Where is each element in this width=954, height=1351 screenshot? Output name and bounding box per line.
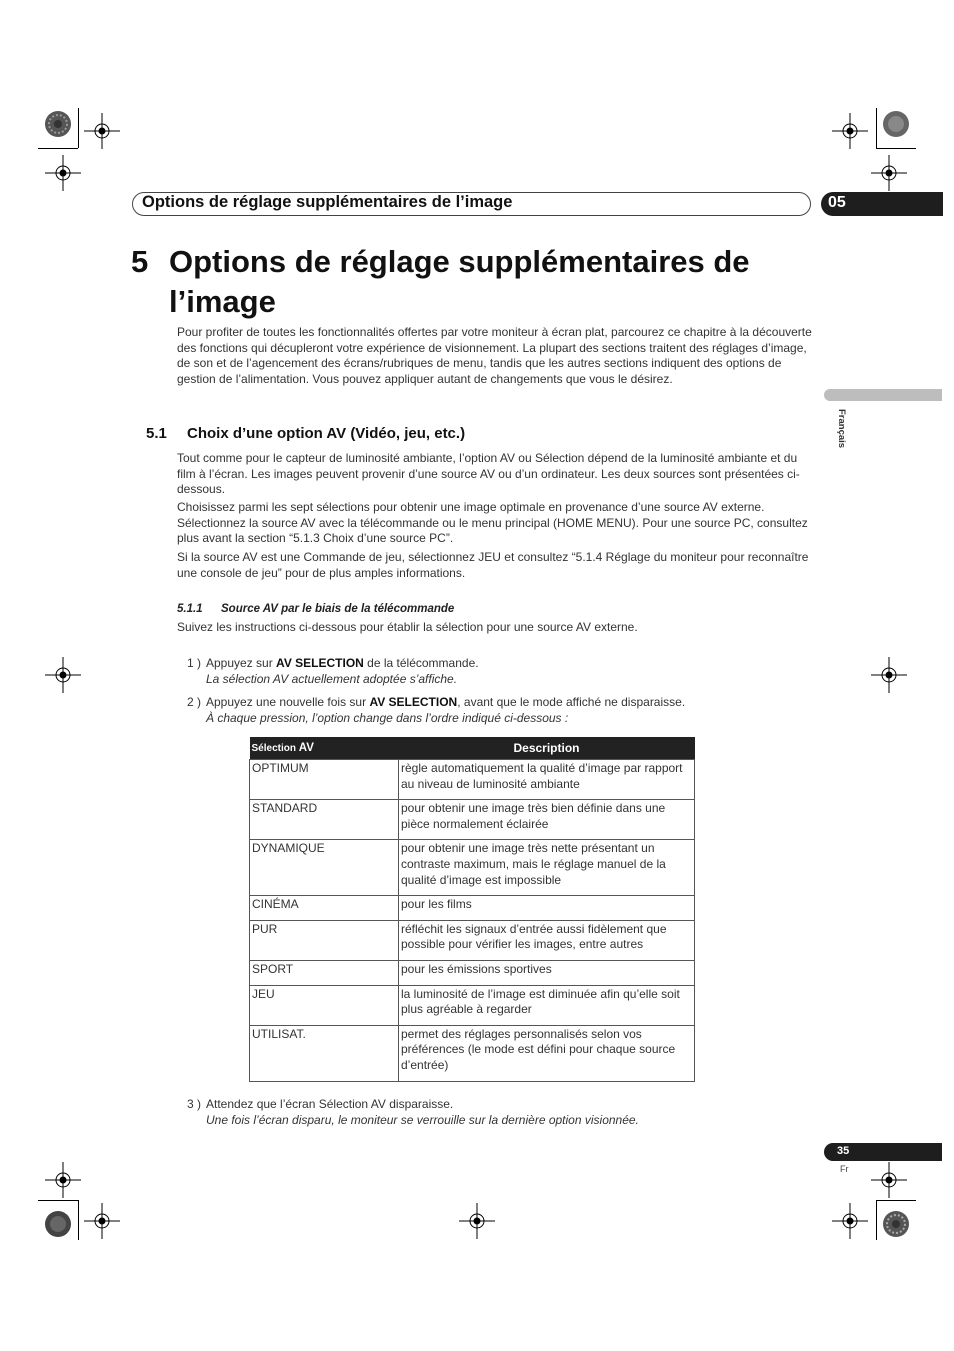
table-cell-description: réfléchit les signaux d’entrée aussi fidèlement que possible pour vérifier les images, entre autres [399, 920, 695, 960]
crop-line [78, 1200, 79, 1240]
table-row [250, 840, 695, 896]
table-cell-mode: JEU [250, 985, 399, 1025]
registration-target-mark [45, 155, 81, 191]
subsection-heading [177, 603, 454, 615]
chapter-tab-number: 05 [828, 194, 846, 211]
registration-target-mark [871, 657, 907, 693]
table-row [250, 920, 695, 960]
table-header-description: Description [399, 737, 695, 760]
step-item [187, 695, 807, 726]
chapter-title [131, 242, 750, 322]
chapter-number: 5 [131, 244, 149, 279]
table-cell-mode: UTILISAT. [250, 1025, 399, 1081]
color-registration-disc-icon [44, 1210, 72, 1238]
crop-line [876, 1200, 877, 1240]
step-result: À chaque pression, l’option change dans l’ordre indiqué ci-dessous : [206, 710, 569, 725]
table-cell-mode: STANDARD [250, 800, 399, 840]
language-tab [824, 389, 942, 401]
subsection-intro: Suivez les instructions ci-dessous pour établir la sélection pour une source AV externe. [177, 620, 638, 634]
table-cell-description: permet des réglages personnalisés selon vos préférences (le mode est défini pour chaque source d’entrée) [399, 1025, 695, 1081]
page-language-code: Fr [840, 1164, 849, 1174]
registration-target-mark [45, 657, 81, 693]
step-text-pre: Attendez que l’écran Sélection AV disparaisse. [206, 1097, 454, 1111]
page-number: 35 [837, 1145, 850, 1157]
step-number: 2 ) [187, 695, 202, 709]
section-number: 5.1 [146, 425, 167, 442]
registration-target-mark [459, 1203, 495, 1239]
table-cell-mode: SPORT [250, 960, 399, 985]
step-text-post: de la télécommande. [363, 656, 479, 670]
table-cell-description: pour les émissions sportives [399, 960, 695, 985]
step-number: 1 ) [187, 656, 202, 670]
table-cell-mode: DYNAMIQUE [250, 840, 399, 896]
table-cell-description: la luminosité de l’image est diminuée afin qu’elle soit plus agréable à regarder [399, 985, 695, 1025]
table-cell-description: pour les films [399, 896, 695, 921]
subsection-number: 5.1.1 [177, 603, 203, 615]
step-text-pre: Appuyez sur [206, 656, 277, 670]
step-item [187, 656, 807, 687]
table-row [250, 760, 695, 800]
subsection-title: Source AV par le biais de la télécommande [221, 603, 455, 615]
section-title: Choix d’une option AV (Vidéo, jeu, etc.) [187, 425, 466, 442]
crop-line [876, 148, 916, 149]
table-row [250, 960, 695, 985]
crop-line [38, 1200, 78, 1201]
color-registration-disc-icon [882, 1210, 910, 1238]
table-header-row [250, 737, 695, 760]
registration-target-mark [871, 155, 907, 191]
crop-line [38, 148, 78, 149]
av-selection-table [249, 737, 695, 1082]
table-cell-description: pour obtenir une image très bien définie dans une pièce normalement éclairée [399, 800, 695, 840]
crop-line [876, 1200, 916, 1201]
table-row [250, 800, 695, 840]
step-key-name: AV SELECTION [276, 656, 364, 670]
color-registration-disc-icon [882, 110, 910, 138]
step-text-pre: Appuyez une nouvelle fois sur [206, 695, 370, 709]
step-result: La sélection AV actuellement adoptée s’affiche. [206, 671, 458, 686]
crop-line [876, 108, 877, 148]
table-cell-mode: CINÉMA [250, 896, 399, 921]
color-registration-disc-icon [44, 110, 72, 138]
table-cell-description: pour obtenir une image très nette présentant un contraste maximum, mais le réglage manuel de la qualité d’image est impossible [399, 840, 695, 896]
registration-target-mark [871, 1162, 907, 1198]
table-cell-description: règle automatiquement la qualité d’image par rapport au niveau de luminosité ambiante [399, 760, 695, 800]
registration-target-mark [832, 113, 868, 149]
section-paragraph: Si la source AV est une Commande de jeu, sélectionnez JEU et consultez “5.1.4 Réglage du moniteur pour reconnaître une console de jeu” pour de plus amples informations. [177, 550, 809, 580]
table-cell-mode: PUR [250, 920, 399, 960]
registration-target-mark [84, 1203, 120, 1239]
language-tab-label: Français [836, 409, 847, 449]
chapter-title-line2: l’image [169, 284, 276, 319]
registration-target-mark [832, 1203, 868, 1239]
table-cell-mode: OPTIMUM [250, 760, 399, 800]
chapter-intro-paragraph: Pour profiter de toutes les fonctionnalités offertes par votre moniteur à écran plat, parcourez ce chapitre à la découverte des fonctions qui décupleront votre expérience de visionnement. La plupart des sections traitent des réglages d’image, de son et de l’agencement des écrans/rubriques de menu, tandis que les autres sections indiquent des options de gestion de l’alimentation. Vous pouvez appliquer autant de changements que vous le désirez. [177, 325, 812, 386]
chapter-title-line1: Options de réglage supplémentaires de [169, 244, 750, 279]
crop-line [78, 108, 79, 148]
table-row [250, 896, 695, 921]
section-paragraph: Tout comme pour le capteur de luminosité ambiante, l’option AV ou Sélection dépend de la luminosité ambiante et du film à l’écran. Les images peuvent provenir d’une source AV ou d’un ordinateur. Les deux sources sont présentées ci-dessous. [177, 451, 800, 497]
running-header-title: Options de réglage supplémentaires de l’image [142, 193, 513, 211]
step-text-post: , avant que le mode affiché ne disparaisse. [457, 695, 686, 709]
table-header-selection: Sélection AV [250, 737, 399, 760]
section-heading [146, 425, 465, 442]
step-number: 3 ) [187, 1097, 202, 1111]
step-key-name: AV SELECTION [369, 695, 458, 709]
step-result: Une fois l’écran disparu, le moniteur se verrouille sur la dernière option visionnée. [206, 1112, 639, 1127]
registration-target-mark [45, 1162, 81, 1198]
table-row [250, 1025, 695, 1081]
registration-target-mark [84, 113, 120, 149]
section-paragraph: Choisissez parmi les sept sélections pour obtenir une image optimale en provenance d’une source AV externe. Sélectionnez la source AV avec la télécommande ou le menu principal (HOME MENU). Pour une source PC, consultez plus avant la section “5.1.3 Choix d’une source PC”. [177, 500, 808, 546]
table-row [250, 985, 695, 1025]
step-item [187, 1097, 807, 1128]
